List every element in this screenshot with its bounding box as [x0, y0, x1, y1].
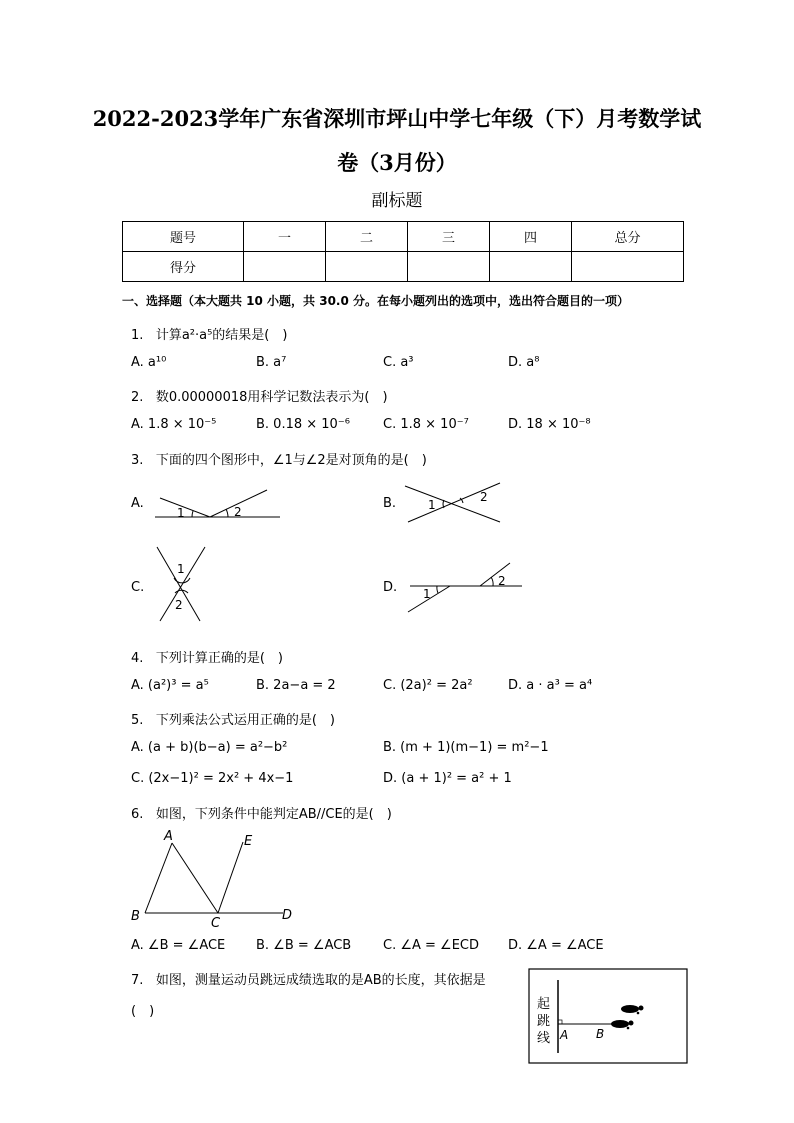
angle-label-2: 2 [175, 598, 183, 612]
start-line-char-2: 跳 [537, 1014, 551, 1029]
q3-option-d[interactable]: D. [383, 580, 398, 595]
q3-option-b[interactable]: B. [383, 496, 397, 511]
score-row-label: 得分 [123, 252, 244, 282]
question-text: 下列计算正确的是( ) [155, 651, 283, 666]
question-number: 3. [131, 453, 144, 468]
point-label-a: A [164, 829, 173, 844]
q2-option-a[interactable]: A. 1.8 × 10⁻⁵ [131, 417, 217, 432]
point-label-e: E [244, 834, 253, 849]
score-cell[interactable] [408, 252, 490, 282]
q3-option-c[interactable]: C. [131, 580, 145, 595]
score-cell[interactable] [326, 252, 408, 282]
question-text: 如图，下列条件中能判定AB//CE的是( ) [155, 807, 392, 822]
angle-label-2: 2 [234, 505, 242, 519]
footprint-icon [611, 1005, 644, 1029]
point-label-b: B [596, 1027, 605, 1041]
question-number: 2. [131, 390, 144, 405]
header-cell-1: 一 [244, 222, 326, 252]
q5-option-c[interactable]: C. (2x−1)² = 2x² + 4x−1 [131, 771, 294, 786]
score-cell[interactable] [244, 252, 326, 282]
score-table [122, 221, 684, 282]
question-text: 下面的四个图形中，∠1与∠2是对顶角的是( ) [155, 453, 427, 468]
q5-option-d[interactable]: D. (a + 1)² = a² + 1 [383, 771, 512, 786]
score-table-header-row [123, 222, 684, 252]
point-label-d: D [282, 908, 293, 923]
angle-label-1: 1 [177, 506, 185, 520]
q5-option-a[interactable]: A. (a + b)(b−a) = a²−b² [131, 740, 288, 755]
question-7 [131, 969, 486, 988]
question-text: 如图，测量运动员跳远成绩选取的是AB的长度，其依据是 [155, 973, 486, 988]
point-label-b: B [131, 909, 140, 924]
score-cell[interactable] [572, 252, 684, 282]
question-4 [131, 647, 283, 666]
question-text: 下列乘法公式运用正确的是( ) [155, 713, 335, 728]
question-7-continuation: ( ) [131, 1004, 155, 1019]
q5-option-b[interactable]: B. (m + 1)(m−1) = m²−1 [383, 740, 549, 755]
q3-figure-b [400, 478, 510, 528]
subtitle: 副标题 [371, 191, 423, 211]
q4-option-a[interactable]: A. (a²)³ = a⁵ [131, 678, 209, 693]
q2-option-b[interactable]: B. 0.18 × 10⁻⁶ [256, 417, 350, 432]
question-text: 数0.00000018用科学记数法表示为( ) [155, 390, 388, 405]
q3-figure-a [150, 485, 285, 525]
header-cell-total: 总分 [572, 222, 684, 252]
header-cell-3: 三 [408, 222, 490, 252]
angle-label-1: 1 [177, 562, 185, 576]
q1-option-c[interactable]: C. a³ [383, 355, 414, 370]
start-line-char-1: 起 [537, 997, 551, 1012]
question-1 [131, 324, 287, 343]
score-table-row [123, 252, 684, 282]
q6-option-a[interactable]: A. ∠B = ∠ACE [131, 938, 226, 953]
question-3 [131, 449, 427, 468]
angle-label-1: 1 [423, 587, 431, 601]
q2-option-c[interactable]: C. 1.8 × 10⁻⁷ [383, 417, 469, 432]
question-2 [131, 386, 388, 405]
header-cell-number: 题号 [123, 222, 244, 252]
question-number: 7. [131, 973, 144, 988]
question-number: 5. [131, 713, 144, 728]
start-line-char-3: 线 [537, 1031, 551, 1046]
question-number: 6. [131, 807, 144, 822]
question-number: 4. [131, 651, 144, 666]
exam-title-line1: 2022-2023学年广东省深圳市坪山中学七年级（下）月考数学试 [92, 106, 702, 131]
question-5 [131, 709, 335, 728]
header-cell-2: 二 [326, 222, 408, 252]
score-cell[interactable] [490, 252, 572, 282]
q3-figure-d [405, 560, 525, 618]
exam-title-line2: 卷（3月份） [337, 150, 457, 175]
header-cell-4: 四 [490, 222, 572, 252]
angle-label-2: 2 [480, 490, 488, 504]
q3-option-a[interactable]: A. [131, 496, 144, 511]
q6-option-b[interactable]: B. ∠B = ∠ACB [256, 938, 352, 953]
point-label-a: A [560, 1028, 569, 1042]
q4-option-b[interactable]: B. 2a−a = 2 [256, 678, 336, 693]
question-6 [131, 803, 392, 822]
q4-option-d[interactable]: D. a · a³ = a⁴ [508, 678, 593, 693]
angle-label-1: 1 [428, 498, 436, 512]
q3-figure-c [150, 545, 212, 625]
q7-figure [528, 968, 690, 1066]
section-heading: 一、选择题（本大题共 10 小题，共 30.0 分。在每小题列出的选项中，选出符合题目的一项） [122, 294, 630, 308]
question-number: 1. [131, 328, 144, 343]
q6-option-c[interactable]: C. ∠A = ∠ECD [383, 938, 480, 953]
q6-figure [125, 828, 305, 930]
q1-option-a[interactable]: A. a¹⁰ [131, 355, 167, 370]
q2-option-d[interactable]: D. 18 × 10⁻⁸ [508, 417, 591, 432]
question-text: 计算a²·a⁵的结果是( ) [155, 328, 288, 343]
angle-label-2: 2 [498, 574, 506, 588]
q6-option-d[interactable]: D. ∠A = ∠ACE [508, 938, 604, 953]
q1-option-b[interactable]: B. a⁷ [256, 355, 287, 370]
point-label-c: C [211, 916, 221, 930]
q4-option-c[interactable]: C. (2a)² = 2a² [383, 678, 473, 693]
q1-option-d[interactable]: D. a⁸ [508, 355, 540, 370]
